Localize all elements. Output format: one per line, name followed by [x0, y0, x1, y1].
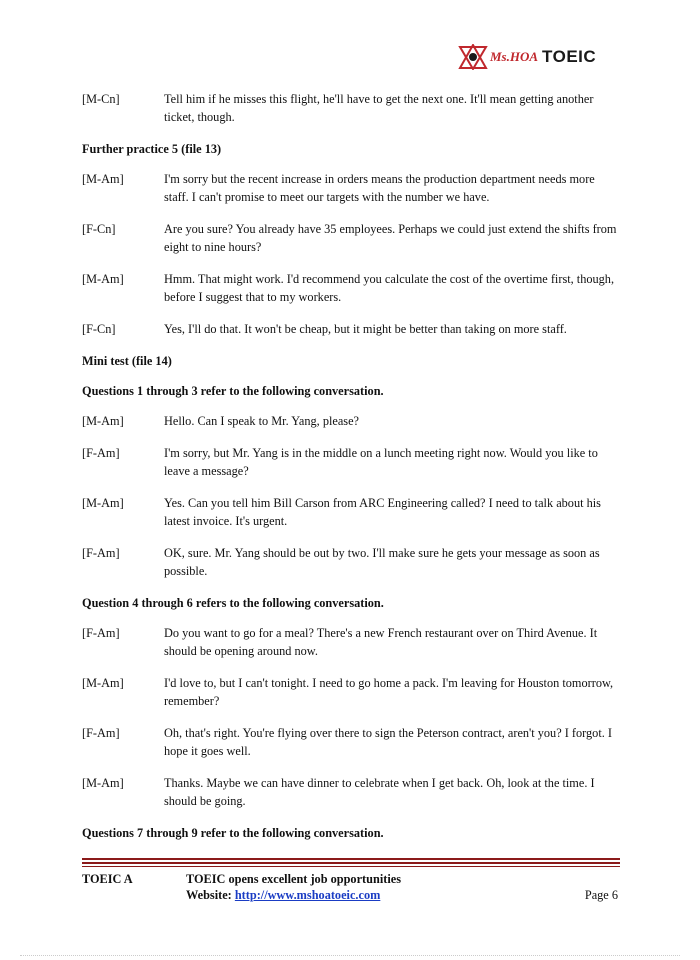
section-heading: Questions 7 through 9 refer to the following conversation. [82, 826, 384, 840]
footer-tagline: TOEIC opens excellent job opportunities [186, 872, 401, 886]
speaker-tag: [M-Am] [82, 776, 124, 790]
speaker-tag: [F-Am] [82, 626, 120, 640]
transcript-content [82, 90, 622, 854]
dialogue-text: Are you sure? You already have 35 employees. Perhaps we could just extend the shifts from eight to nine hours? [164, 222, 617, 254]
dialogue-text: Tell him if he misses this flight, he'll have to get the next one. It'll mean getting another ticket, though. [164, 92, 594, 124]
page-edge-divider [20, 955, 680, 956]
dialogue-line [82, 270, 622, 306]
dialogue-text: I'd love to, but I can't tonight. I need to go home a pack. I'm leaving for Houston tomorrow, remember? [164, 676, 614, 708]
brand-logo [458, 44, 596, 70]
logo-toeic: TOEIC [542, 47, 597, 66]
dialogue-text: I'm sorry, but Mr. Yang is in the middle on a lunch meeting right now. Would you like to leave a message? [164, 446, 598, 478]
speaker-tag: [M-Cn] [82, 92, 120, 106]
section-heading: Question 4 through 6 refers to the following conversation. [82, 596, 384, 610]
footer-info [186, 871, 401, 903]
dialogue-text: Hello. Can I speak to Mr. Yang, please? [164, 414, 360, 428]
dialogue-line [82, 90, 622, 126]
dialogue-text: I'm sorry but the recent increase in orders means the production department needs more staff. I can't promise to meet our targets with the number we have. [164, 172, 595, 204]
speaker-tag: [F-Cn] [82, 222, 116, 236]
footer-rule [82, 866, 620, 867]
section-heading: Mini test (file 14) [82, 354, 172, 368]
footer-course: TOEIC A [82, 872, 133, 886]
dialogue-text: Do you want to go for a meal? There's a new French restaurant over on Third Avenue. It should be opening around now. [164, 626, 598, 658]
dialogue-line [82, 412, 622, 430]
footer-website-label: Website: [186, 888, 235, 902]
logo-emblem-icon [458, 44, 488, 70]
dialogue-line [82, 544, 622, 580]
dialogue-text: Yes. Can you tell him Bill Carson from ARC Engineering called? I need to talk about his latest invoice. It's urgent. [164, 496, 601, 528]
dialogue-line [82, 624, 622, 660]
logo-ms-hoa: Ms.HOA [490, 49, 539, 64]
dialogue-line [82, 674, 622, 710]
speaker-tag: [M-Am] [82, 272, 124, 286]
dialogue-line [82, 170, 622, 206]
speaker-tag: [F-Cn] [82, 322, 116, 336]
dialogue-line [82, 220, 622, 256]
dialogue-text: Thanks. Maybe we can have dinner to celebrate when I get back. Oh, look at the time. I should be going. [164, 776, 595, 808]
section-heading: Questions 1 through 3 refer to the following conversation. [82, 384, 384, 398]
dialogue-line [82, 494, 622, 530]
page-number: Page 6 [584, 888, 618, 902]
speaker-tag: [M-Am] [82, 496, 124, 510]
dialogue-line [82, 444, 622, 480]
dialogue-text: Yes, I'll do that. It won't be cheap, but it might be better than taking on more staff. [164, 322, 567, 336]
dialogue-text: OK, sure. Mr. Yang should be out by two. I'll make sure he gets your message as soon as possible. [164, 546, 600, 578]
dialogue-line [82, 774, 622, 810]
dialogue-text: Hmm. That might work. I'd recommend you calculate the cost of the overtime first, though, before I suggest that to my workers. [164, 272, 615, 304]
footer-website-link[interactable]: http://www.mshoatoeic.com [234, 888, 381, 902]
speaker-tag: [F-Am] [82, 446, 120, 460]
dialogue-line [82, 320, 622, 338]
footer-rule [82, 862, 620, 864]
footer-rule [82, 858, 620, 860]
speaker-tag: [M-Am] [82, 676, 124, 690]
section-heading: Further practice 5 (file 13) [82, 142, 222, 156]
speaker-tag: [M-Am] [82, 172, 124, 186]
dialogue-line [82, 724, 622, 760]
footer-website-line [186, 887, 401, 903]
speaker-tag: [M-Am] [82, 414, 124, 428]
speaker-tag: [F-Am] [82, 726, 120, 740]
speaker-tag: [F-Am] [82, 546, 120, 560]
dialogue-text: Oh, that's right. You're flying over there to sign the Peterson contract, aren't you? I forgot. I hope it goes well. [164, 726, 612, 758]
